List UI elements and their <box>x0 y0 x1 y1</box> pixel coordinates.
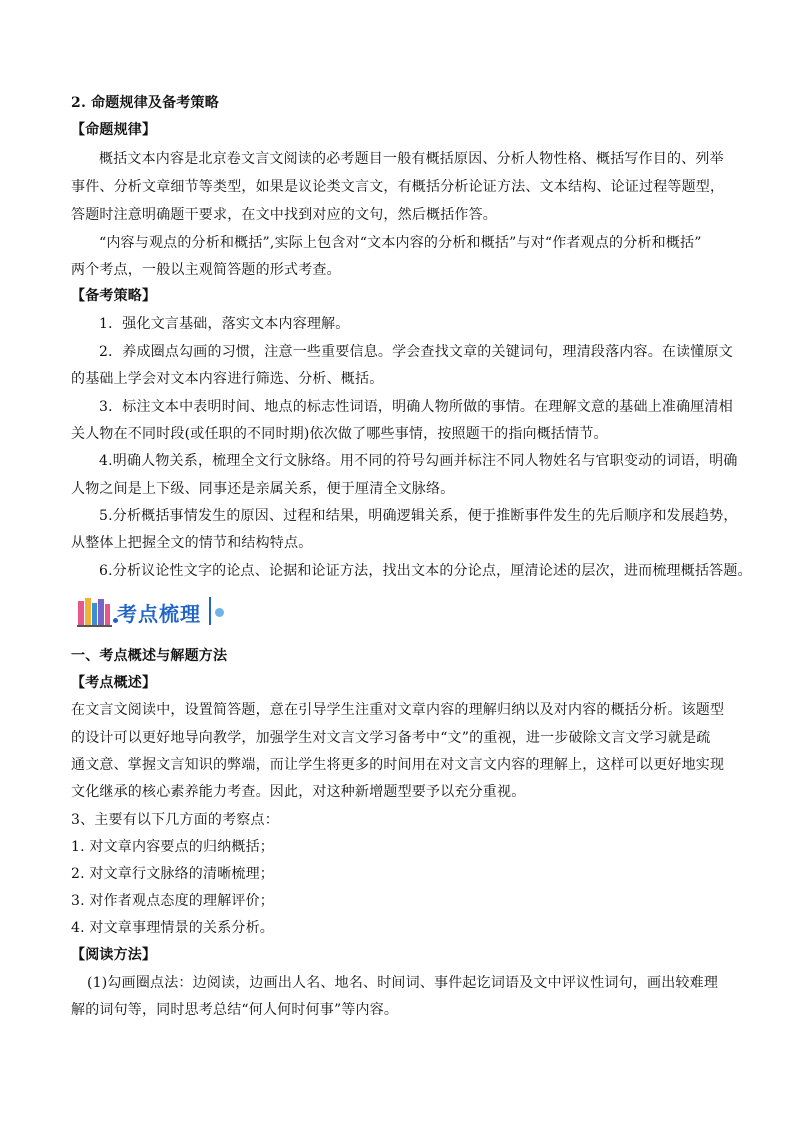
strategy-item: 3．标注文本中表明时间、地点的标志性词语，明确人物所做的事情。在理解文意的基础上准确厘清相 <box>99 399 733 415</box>
strategy-item-cont: 关人物在不同时段(或任职的不同时期)依次做了哪些事情，按照题干的指向概括情节。 <box>71 426 608 442</box>
overview-line: 通文意、掌握文言知识的弊端，而让学生将更多的时间用在对文言文内容的理解上，这样可以更好地实现 <box>71 757 725 773</box>
strategy-item-cont: 从整体上把握全文的情节和结构特点。 <box>71 535 313 551</box>
paragraph-line: 答题时注意明确题干要求，在文中找到对应的文句，然后概括作答。 <box>71 207 497 223</box>
overview-line: 文化继承的核心素养能力考查。因此，对这种新增题型要予以充分重视。 <box>71 784 526 800</box>
paragraph-line: “内容与观点的分析和概括”,实际上包含对“文本内容的分析和概括”与对“作者观点的分析和概括” <box>99 235 702 251</box>
books-icon <box>77 597 113 627</box>
method-label: 【阅读方法】 <box>71 947 157 963</box>
focus-item: 4. 对文章事理情景的关系分析。 <box>71 920 275 936</box>
method-line: 解的词句等，同时思考总结“何人何时何事”等内容。 <box>71 1002 399 1018</box>
strategy-item: 1．强化文言基础，落实文本内容理解。 <box>99 316 350 332</box>
strategy-item: 5.分析概括事情发生的原因、过程和结果，明确逻辑关系，便于推断事件发生的先后顺序和发展趋势， <box>99 508 738 524</box>
overview-label: 【考点概述】 <box>71 675 157 691</box>
strategy-item: 2．养成圈点勾画的习惯，注意一些重要信息。学会查找文章的关键词句，理清段落内容。在读懂原文 <box>99 344 733 360</box>
strategy-label: 【备考策略】 <box>71 288 157 304</box>
strategy-item-cont: 人物之间是上下级、同事还是亲属关系，便于厘清全文脉络。 <box>71 481 455 497</box>
focus-intro: 3、主要有以下几方面的考察点： <box>71 812 279 828</box>
banner-title: 考点梳理 <box>117 602 201 626</box>
method-line: (1)勾画圈点法：边阅读，边画出人名、地名、时间词、事件起讫词语及文中评议性词句，画出较难理 <box>87 975 719 991</box>
strategy-item-cont: 的基础上学会对文本内容进行筛选、分析、概括。 <box>71 371 384 387</box>
strategy-item: 4.明确人物关系，梳理全文行文脉络。用不同的符号勾画并标注不同人物姓名与官职变动的词语，明确 <box>99 453 738 469</box>
rule-label: 【命题规律】 <box>71 122 157 138</box>
focus-item: 2. 对文章行文脉络的清晰梳理； <box>71 866 275 882</box>
paragraph-line: 概括文本内容是北京卷文言文阅读的必考题目一般有概括原因、分析人物性格、概括写作目的、列举 <box>99 151 724 167</box>
banner-dot-right <box>215 608 224 617</box>
strategy-item: 6.分析议论性文字的论点、论据和论证方法，找出文本的分论点，厘清论述的层次，进而梳理概括答题。 <box>99 563 752 579</box>
part-heading: 一、考点概述与解题方法 <box>71 648 228 664</box>
overview-line: 的设计可以更好地导向教学，加强学生对文言文学习备考中“文”的重视，进一步破除文言文学习就是疏 <box>71 730 711 746</box>
focus-item: 3. 对作者观点态度的理解评价； <box>71 893 275 909</box>
focus-item: 1. 对文章内容要点的归纳概括； <box>71 839 275 855</box>
section-heading: 2. 命题规律及备考策略 <box>71 95 219 111</box>
paragraph-line: 两个考点，一般以主观简答题的形式考查。 <box>71 262 341 278</box>
paragraph-line: 事件、分析文章细节等类型，如果是议论类文言文，有概括分析论证方法、文本结构、论证过程等题型， <box>71 179 725 195</box>
overview-line: 在文言文阅读中，设置简答题，意在引导学生注重对文章内容的理解归纳以及对内容的概括分析。该题型 <box>71 702 725 718</box>
banner-bar <box>209 597 211 625</box>
